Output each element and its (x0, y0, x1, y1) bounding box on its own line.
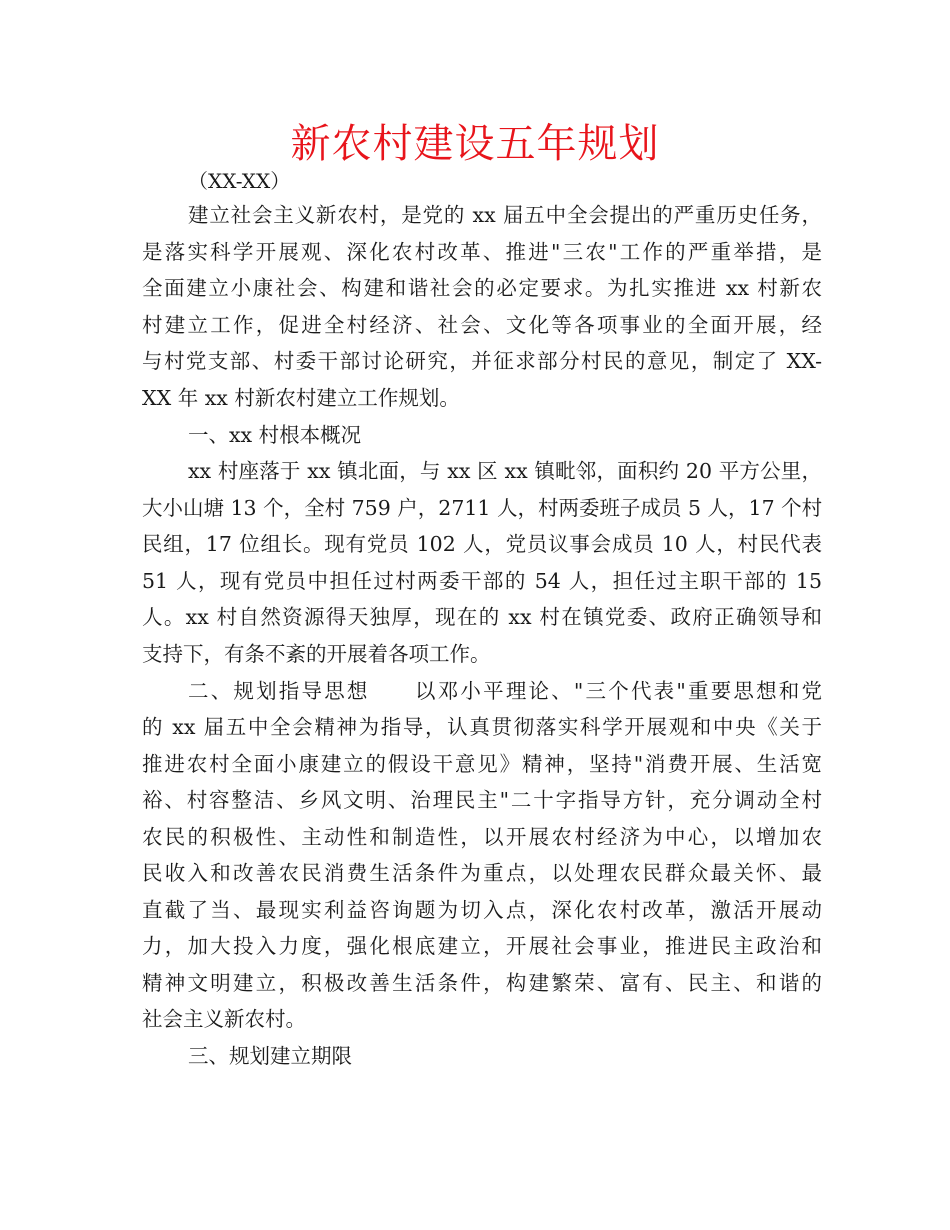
text-line: 全面建立小康社会、构建和谐社会的必定要求。为扎实推进 xx 村新农 (142, 276, 822, 300)
text-line: 社会主义新农村。 (142, 1007, 306, 1031)
document-title: 新农村建设五年规划 (290, 121, 660, 167)
section-heading: 二、规划指导思想 以邓小平理论、"三个代表"重要思想和党 (188, 679, 822, 703)
document-subtitle: （XX-XX） (188, 169, 291, 193)
text-line: 大小山塘 13 个，全村 759 户，2711 人，村两委班子成员 5 人，17 个村 (142, 496, 823, 520)
section-heading: 一、xx 村根本概况 (188, 423, 362, 447)
text-line: xx 村座落于 xx 镇北面，与 xx 区 xx 镇毗邻，面积约 20 平方公里， (188, 459, 822, 483)
text-line: 51 人，现有党员中担任过村两委干部的 54 人，担任过主职干部的 15 (142, 569, 822, 593)
text-line: 民收入和改善农民消费生活条件为重点，以处理农民群众最关怀、最 (142, 861, 822, 885)
text-line: 支持下，有条不紊的开展着各项工作。 (142, 642, 491, 666)
section-heading: 三、规划建立期限 (188, 1044, 352, 1068)
text-line: 与村党支部、村委干部讨论研究，并征求部分村民的意见，制定了 XX- (142, 349, 822, 373)
text-line: 村建立工作，促进全村经济、社会、文化等各项事业的全面开展，经 (142, 313, 822, 337)
text-line: 裕、村容整洁、乡风文明、治理民主"二十字指导方针，充分调动全村 (142, 788, 822, 812)
text-line: 建立社会主义新农村，是党的 xx 届五中全会提出的严重历史任务， (188, 203, 822, 227)
text-line: 精神文明建立，积极改善生活条件，构建繁荣、富有、民主、和谐的 (142, 971, 822, 995)
text-line: 民组，17 位组长。现有党员 102 人，党员议事会成员 10 人，村民代表 (142, 532, 822, 556)
text-line: XX 年 xx 村新农村建立工作规划。 (142, 386, 460, 410)
text-line: 推进农村全面小康建立的假设干意见》精神，坚持"消费开展、生活宽 (142, 752, 822, 776)
text-line: 力，加大投入力度，强化根底建立，开展社会事业，推进民主政治和 (142, 934, 822, 958)
text-line: 人。xx 村自然资源得天独厚，现在的 xx 村在镇党委、政府正确领导和 (142, 605, 822, 629)
text-line: 的 xx 届五中全会精神为指导，认真贯彻落实科学开展观和中央《关于 (142, 715, 822, 739)
text-line: 农民的积极性、主动性和制造性，以开展农村经济为中心，以增加农 (142, 825, 822, 849)
text-line: 直截了当、最现实利益咨询题为切入点，深化农村改革，激活开展动 (142, 898, 822, 922)
text-line: 是落实科学开展观、深化农村改革、推进"三农"工作的严重举措，是 (142, 240, 822, 264)
